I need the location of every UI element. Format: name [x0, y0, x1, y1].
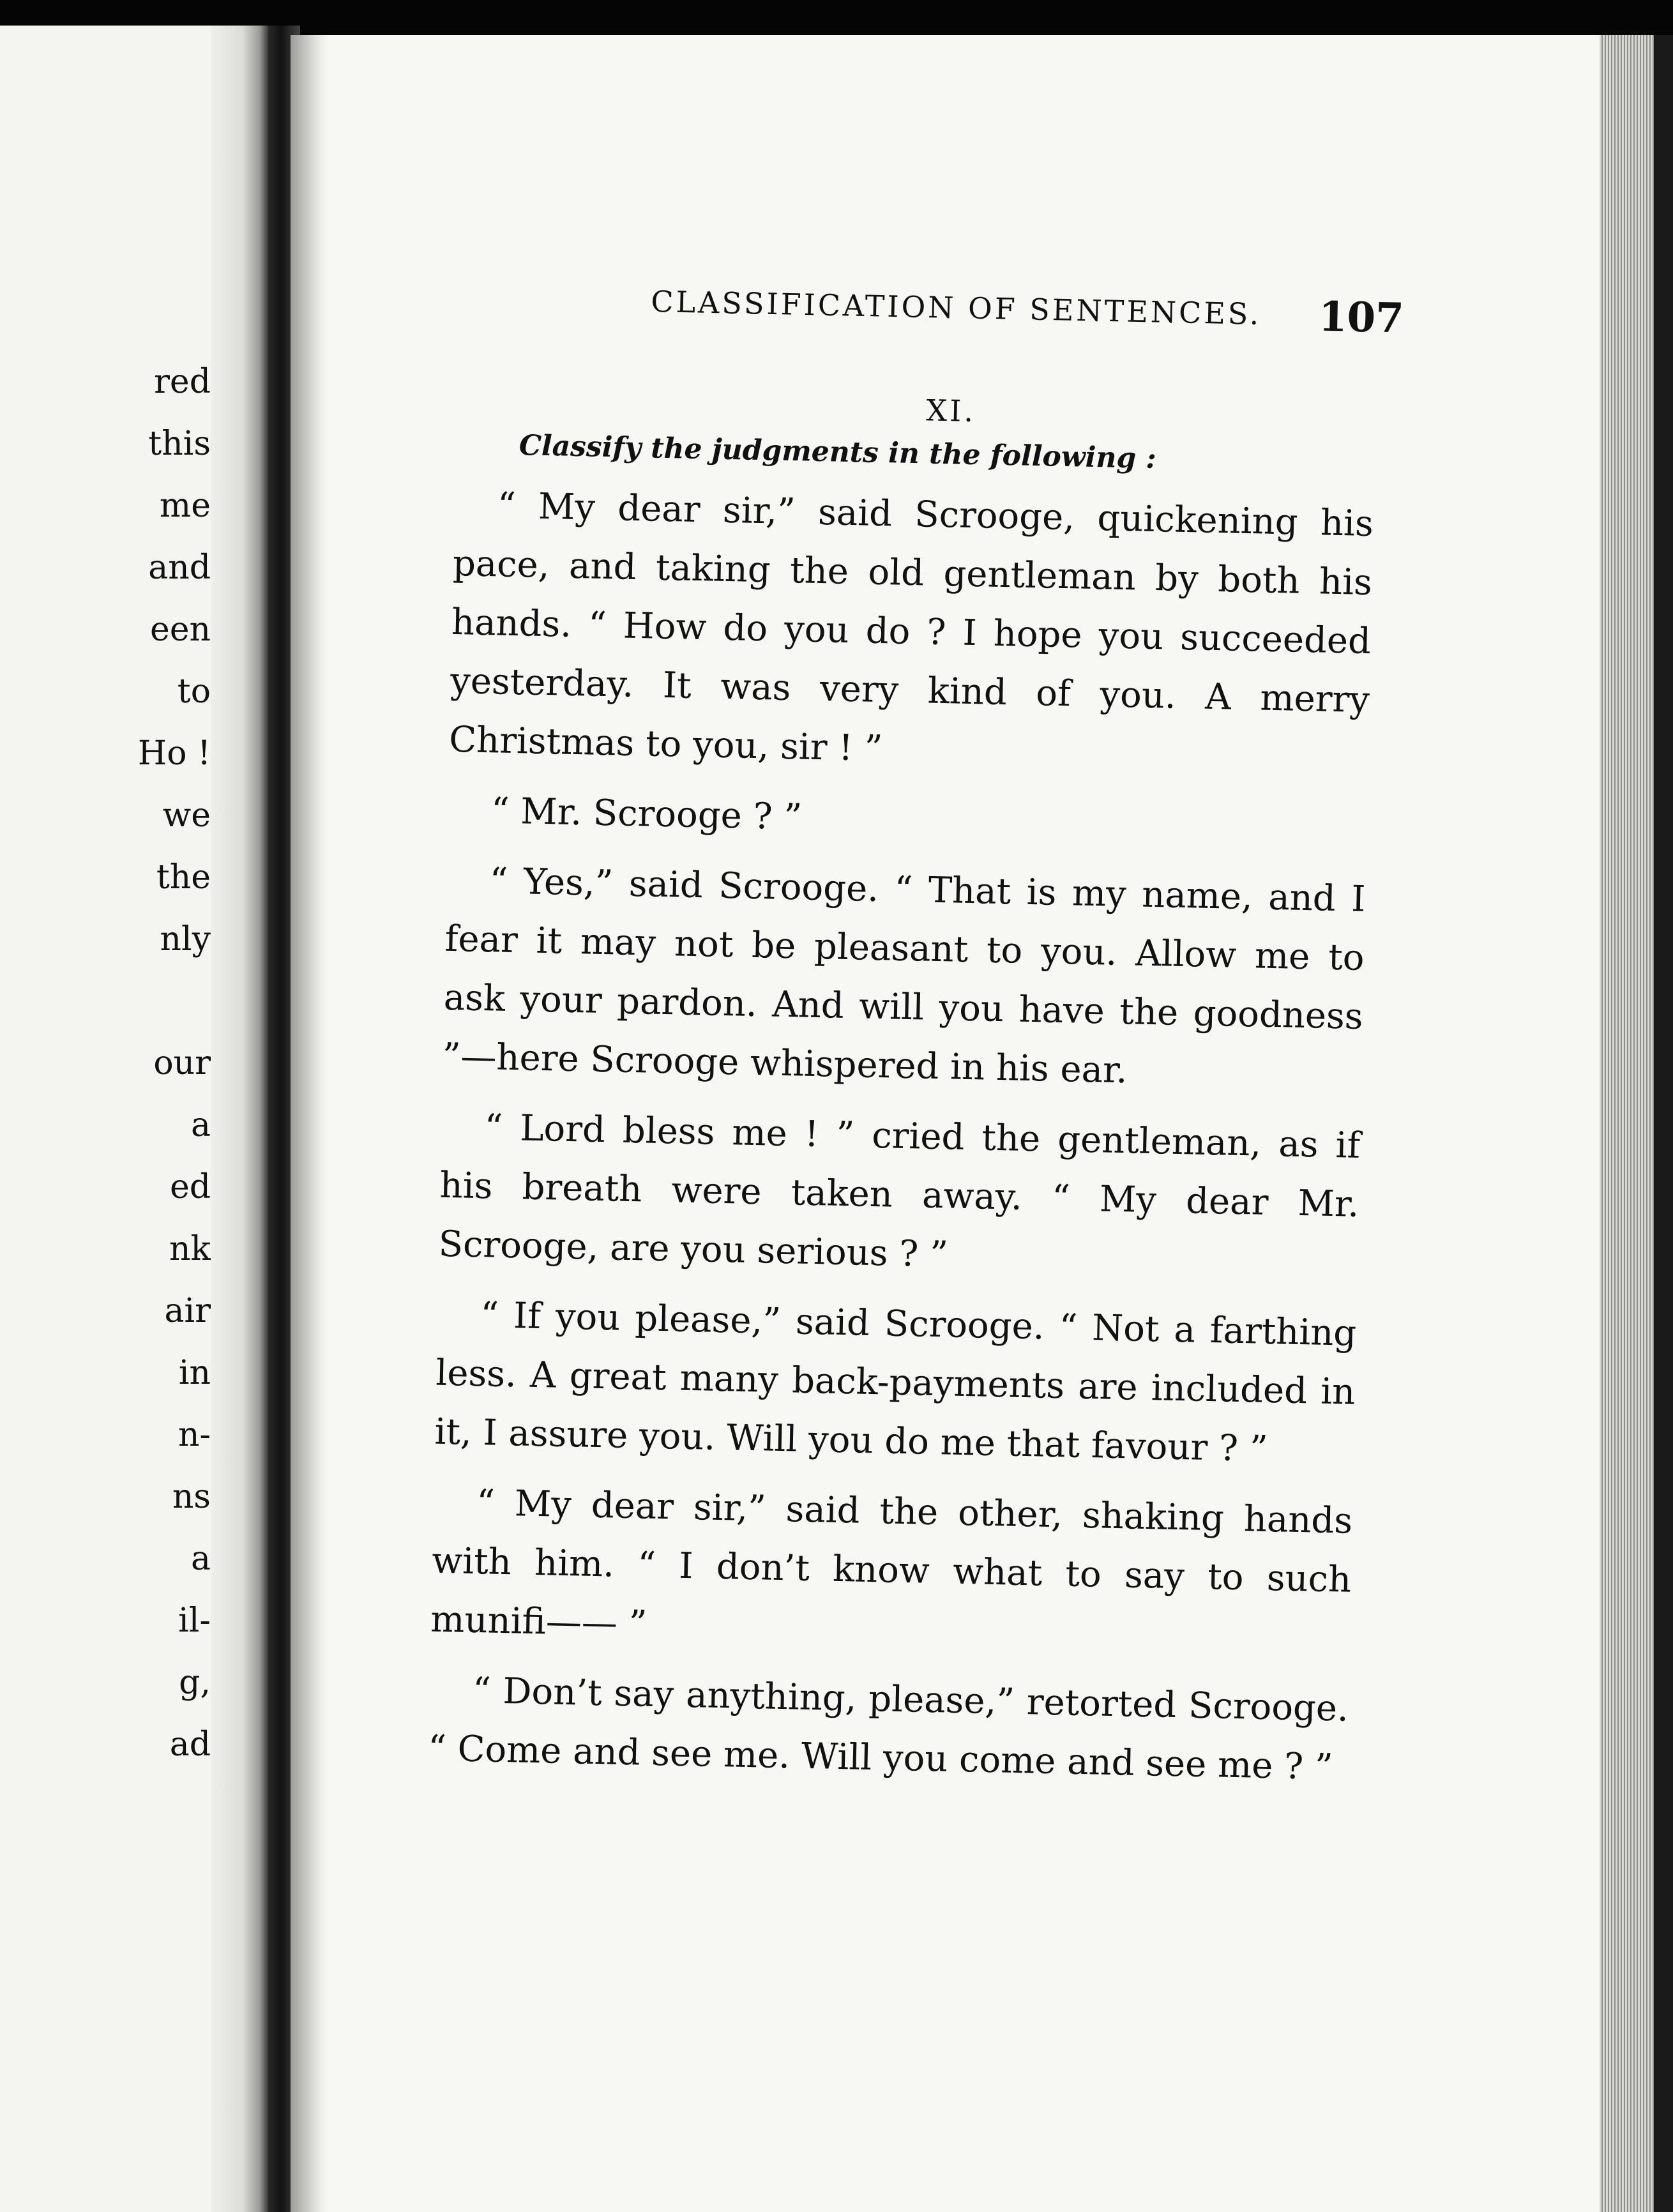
paragraph: “ Lord bless me ! ” cried the gentleman, as if his breath were taken away. “ My dear Mr. Scrooge, are you serious ? ” — [438, 1107, 1361, 1276]
paragraph: “ Mr. Scrooge ? ” — [490, 790, 803, 838]
left-fragment: we — [162, 796, 211, 835]
left-fragment: me — [159, 487, 211, 525]
left-fragment: ns — [172, 1478, 211, 1516]
left-fragment: ed — [169, 1168, 211, 1206]
left-fragment: to — [177, 672, 211, 711]
section-number: XI. — [925, 393, 976, 429]
left-fragment: il- — [178, 1602, 211, 1640]
left-fragment: and — [148, 549, 211, 587]
left-fragment: Ho ! — [137, 734, 211, 773]
left-fragment: nk — [169, 1230, 211, 1268]
left-fragment: this — [148, 425, 211, 463]
left-fragment: g, — [179, 1663, 211, 1702]
paragraph: “ Yes,” said Scrooge. “ That is my name, and I fear it may not be pleasant to you. Allow me to ask your pardon. And will you have the goodness ”—here Scrooge whispered in his ear. — [442, 860, 1366, 1092]
paragraph: “ Don’t say anything, please,” retorted Scrooge. “ Come and see me. Will you come and see me ? ” — [427, 1669, 1349, 1789]
left-fragment: red — [154, 363, 211, 401]
left-fragment: in — [178, 1354, 211, 1392]
running-head: CLASSIFICATION OF SENTENCES. — [650, 284, 1262, 332]
exercise-instruction: Classify the judgments in the following : — [519, 429, 1157, 475]
left-fragment: the — [156, 858, 211, 897]
left-fragment: a — [190, 1106, 211, 1144]
scan-right-border — [1654, 35, 1673, 2212]
paragraph: “ My dear sir,” said the other, shaking hands with him. “ I don’t know what to say to such munifi—— ” — [430, 1482, 1353, 1645]
left-page-text-fragments — [0, 351, 211, 1776]
paragraph: “ If you please,” said Scrooge. “ Not a farthing less. A great many back-payments are included in it, I assure you. Will you do me that favour ? ” — [434, 1294, 1357, 1470]
left-fragment: ad — [169, 1725, 211, 1764]
left-fragment: een — [149, 610, 211, 649]
page-number: 107 — [1318, 292, 1405, 343]
left-fragment: air — [164, 1292, 211, 1330]
page-body — [427, 383, 1376, 1809]
left-fragment-blank — [0, 971, 211, 1033]
left-fragment: n- — [178, 1416, 211, 1454]
left-fragment: nly — [160, 920, 211, 958]
left-page-curve-shadow — [211, 26, 268, 2212]
left-fragment: our — [153, 1044, 211, 1082]
right-page-gutter-shadow — [291, 35, 329, 2212]
left-fragment: a — [190, 1540, 211, 1578]
paragraph: “ My dear sir,” said Scrooge, quickening his pace, and taking the old gentleman by both his hands. “ How do you do ? I hope you succeeded yesterday. It was very kind of you. A merry Christmas to you, sir ! ” — [448, 485, 1374, 770]
